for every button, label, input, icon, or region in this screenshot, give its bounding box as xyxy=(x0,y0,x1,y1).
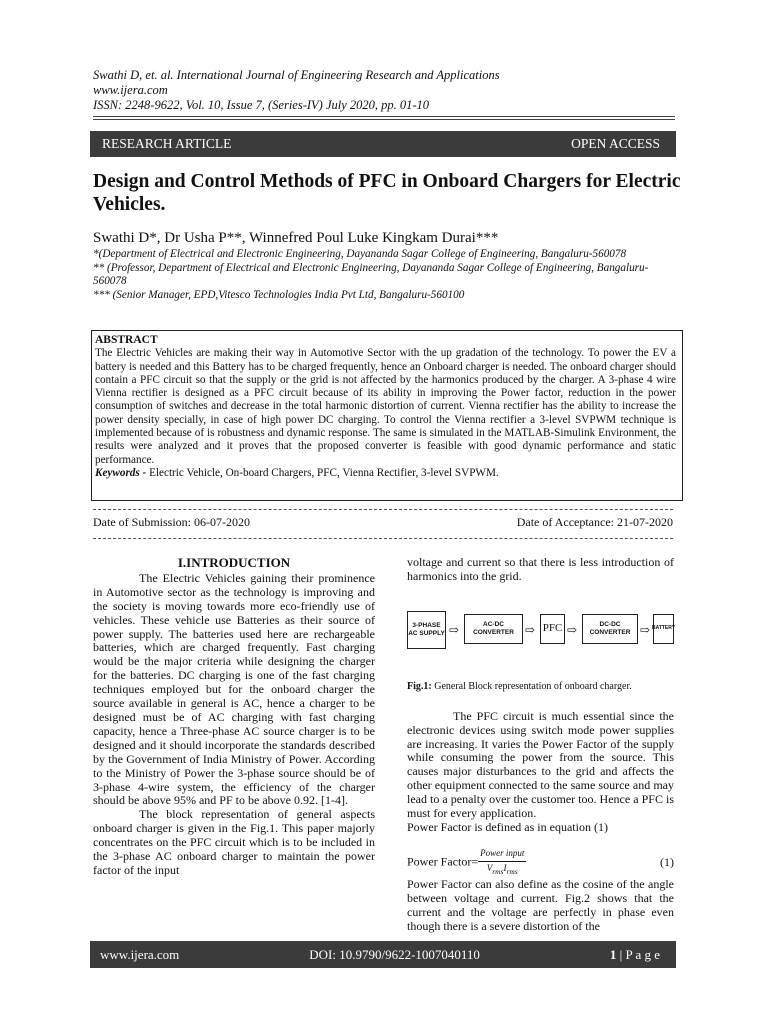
keywords-text: Electric Vehicle, On-board Chargers, PFC, Vienna Rectifier, 3-level SVPWM. xyxy=(149,466,499,479)
author-list: Swathi D*, Dr Usha P**, Winnefred Poul Luke Kingkam Durai*** xyxy=(93,230,499,246)
article-type-label: RESEARCH ARTICLE xyxy=(102,136,232,151)
block-ac-dc-converter: AC-DC CONVERTER xyxy=(464,614,523,644)
dates-rule-top xyxy=(93,509,673,510)
block-ac-supply: 3-PHASE AC SUPPLY xyxy=(407,611,446,649)
footer-doi[interactable]: DOI: 10.9790/9622-1007040110 xyxy=(309,946,480,962)
affiliation-3: *** (Senior Manager, EPD,Vitesco Technologies India Pvt Ltd, Bangaluru-560100 xyxy=(93,288,465,301)
journal-citation: Swathi D, et. al. International Journal of Engineering Research and Applications xyxy=(93,68,500,82)
affiliation-1: *(Department of Electrical and Electronic Engineering, Dayananda Sagar College of Engineering, Bangaluru-560078 xyxy=(93,248,627,260)
figure-1-block-diagram xyxy=(407,604,674,666)
dates-rule-bottom xyxy=(93,538,673,539)
article-type-banner xyxy=(90,131,676,157)
figure-1-label: Fig.1: xyxy=(407,680,432,692)
denominator-v: V xyxy=(486,862,493,873)
arrow-icon: ⇨ xyxy=(525,622,536,637)
denominator-i: I xyxy=(503,862,507,873)
arrow-icon: ⇨ xyxy=(640,622,651,637)
equation-number: (1) xyxy=(660,854,674,869)
affiliation-2: ** (Professor, Department of Electrical and Electronic Engineering, Dayananda Sagar College of Engineering, Bangaluru-560078 xyxy=(93,261,649,288)
block-battery: BATTERY xyxy=(653,614,674,644)
dates-row xyxy=(93,515,673,530)
abstract-box xyxy=(91,330,683,501)
figure-1-caption-text: General Block representation of onboard charger. xyxy=(434,680,632,692)
intro-paragraph-2: The block representation of general aspects onboard charger is given in the Fig.1. This paper majorly concentrates on the PFC circuit which is to be included in the 3-phase AC onboard charger to maintain the power factor of the input xyxy=(93,807,375,877)
intro-paragraph-4: Power Factor can also define as the cosine of the angle between voltage and current. Fig.2 shows that the current and the voltage are perfectly in phase even though there is a severe distortion of the xyxy=(407,877,674,934)
abstract-text: The Electric Vehicles are making their way in Automotive Sector with the up gradation of the technology. To power the EV a battery is needed and this Battery has to be charged frequently, hence an Onboard charger is needed. The onboard charger should contain a PFC circuit so that the supply or the grid is not affected by the harmonics produced by the charger. A 3-phase 4 wire Vienna rectifier is designed as a PFC circuit because of its ability in improving the Power factor, reduction in the power consumption of switches and decrease in the total harmonic distortion of current. Vienna rectifier has the ability to increase the power density specially, in case of high power DC charging. To control the Vienna rectifier a 3-level SVPWM technique is implemented because of is robustness and dynamic response. The same is simulated in the MATLAB-Simulink Environment, the results were analyzed and it proves that the proposed converter is feasible with good dynamic performance and static performance. xyxy=(95,347,676,466)
power-factor-definition: Power Factor is defined as in equation (1) xyxy=(407,819,608,834)
submission-date: Date of Submission: 06-07-2020 xyxy=(93,515,250,529)
keywords-label: Keywords - xyxy=(95,466,147,479)
denominator-sub-1: rms xyxy=(492,866,504,876)
equation-lhs xyxy=(407,847,526,879)
equation-lhs-text: Power Factor= xyxy=(407,854,479,869)
keywords-line xyxy=(95,467,676,480)
pfc-label: PFC xyxy=(542,622,563,635)
header-rule-2 xyxy=(93,119,675,120)
journal-header xyxy=(93,68,500,113)
paper-title: Design and Control Methods of PFC in Onboard Chargers for Electric Vehicles. xyxy=(93,171,681,215)
journal-issn: ISSN: 2248-9622, Vol. 10, Issue 7, (Series-IV) July 2020, pp. 01-10 xyxy=(93,98,430,112)
right-column xyxy=(407,556,674,934)
journal-website[interactable]: www.ijera.com xyxy=(93,83,168,97)
left-column xyxy=(93,556,375,878)
equation-numerator: Power input xyxy=(478,847,526,862)
page-number-value: 1 xyxy=(609,946,617,962)
equation-1 xyxy=(407,847,674,879)
open-access-label: OPEN ACCESS xyxy=(571,136,660,151)
abstract-heading: ABSTRACT xyxy=(95,334,158,346)
intro-paragraph-2-continued: voltage and current so that there is less introduction of harmonics into the grid. xyxy=(407,555,674,583)
intro-paragraph-1: The Electric Vehicles gaining their prominence in Automotive sector as the technology is improving and the society is moving towards more eco-friendly use of vehicles. These vehicle use Batteries as their source of power supply. The batteries used here are rechargeable batteries, which are charged frequently. Fast charging would be the major criteria while designing the charger for the batteries. DC charging is one of the fast charging techniques employed but for the onboard charger the source available in general is AC, hence a charger to be designed must be of AC charging with fast charging capacity, hence a Three-phase AC source charger is to be designed and it should incorporate the standards described by the Government of India Ministry of Power. According to the Ministry of Power the 3-phase source should be of 3-phase 4-wire system, the efficiency of the charger should be above 95% and PF to be above 0.92. [1-4]. xyxy=(93,570,375,808)
arrow-icon: ⇨ xyxy=(449,622,460,637)
header-rule xyxy=(93,116,675,117)
page-number xyxy=(610,947,660,963)
denominator-sub-2: rms xyxy=(506,866,518,876)
equation-denominator xyxy=(487,862,518,879)
page-footer xyxy=(90,941,676,968)
intro-paragraph-3: The PFC circuit is much essential since the electronic devices using switch mode power supplies are increasing. It varies the Power Factor of the supply while consuming the power from the source. This causes major disturbances to the grid and affects the other equipment connected to the same source and may lead to a penalty over the customer too. Hence a PFC is must for every application. xyxy=(407,708,674,821)
affiliations xyxy=(93,248,677,302)
block-pfc xyxy=(540,614,565,644)
equation-fraction xyxy=(478,847,526,879)
section-heading-introduction: I.INTRODUCTION xyxy=(177,555,291,570)
arrow-icon: ⇨ xyxy=(567,622,578,637)
footer-website[interactable]: www.ijera.com xyxy=(100,946,180,962)
figure-1-caption xyxy=(407,680,674,694)
acceptance-date: Date of Acceptance: 21-07-2020 xyxy=(516,515,673,529)
block-dc-dc-converter: DC-DC CONVERTER xyxy=(582,614,638,644)
page-label: | P a g e xyxy=(619,946,660,962)
